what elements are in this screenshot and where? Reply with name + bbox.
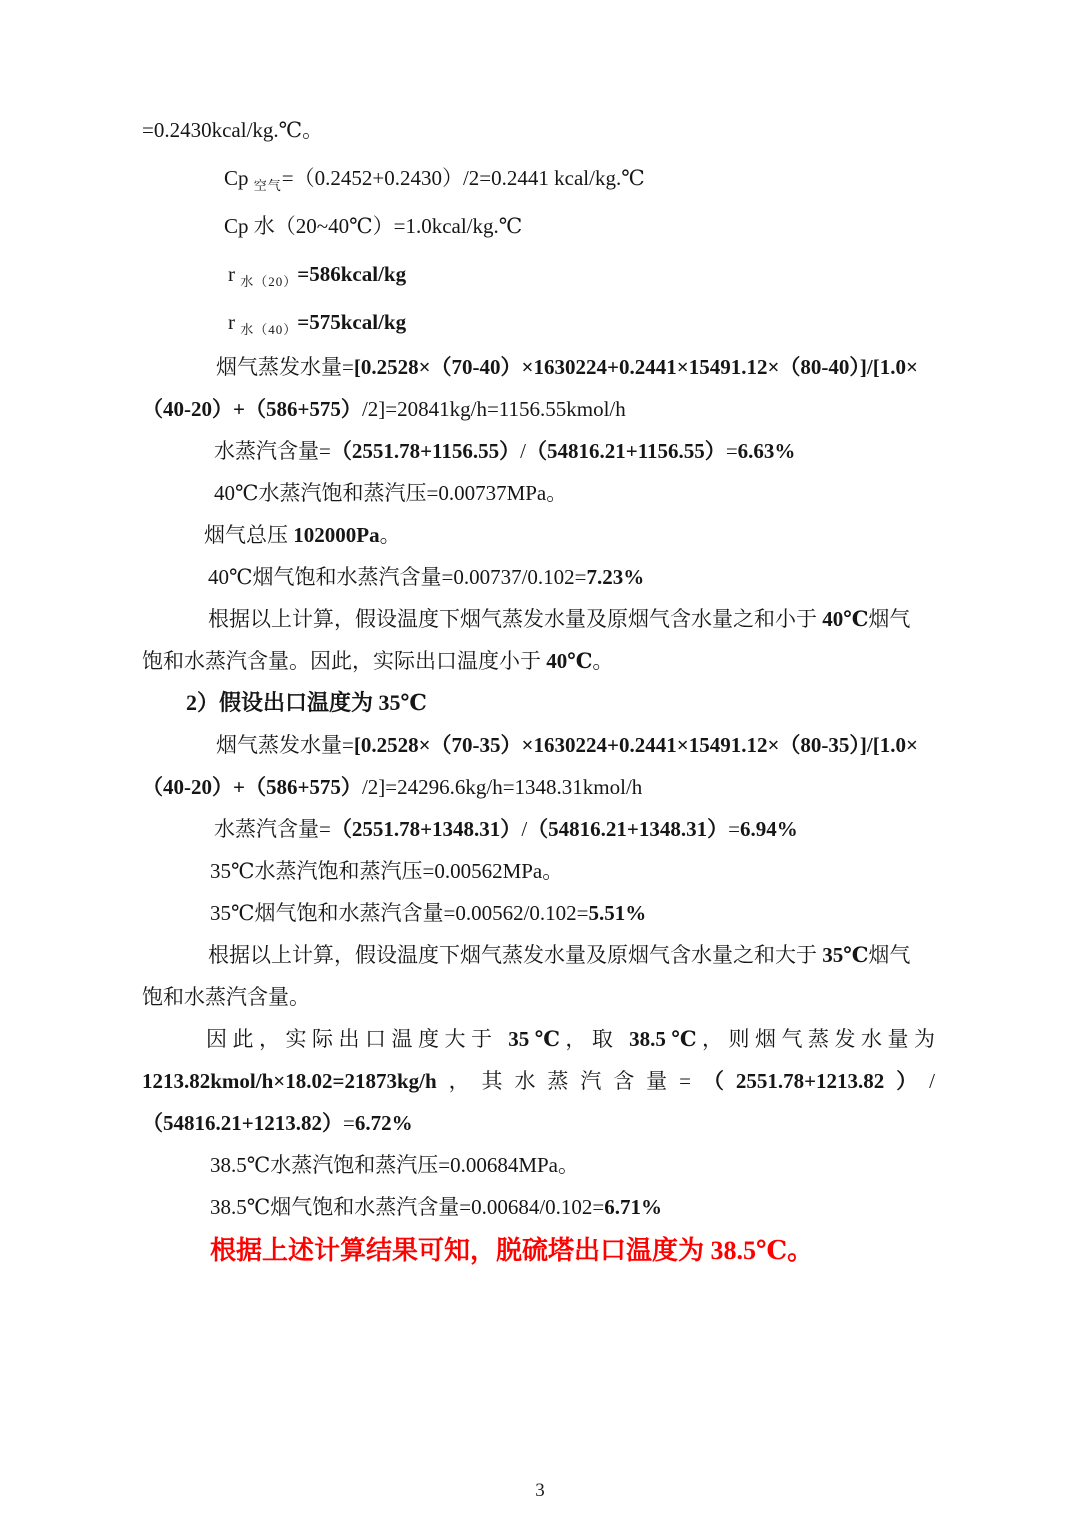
text-run: ，取 bbox=[565, 1027, 630, 1051]
text-run: 7.23% bbox=[586, 565, 645, 589]
text-run: 烟气 bbox=[868, 943, 911, 967]
text-run: 饱和水蒸汽含量。因此，实际出口温度小于 bbox=[142, 649, 547, 673]
text-run: （54816.21+1213.82） bbox=[142, 1111, 343, 1135]
formula-evap-35-line1 bbox=[142, 724, 935, 766]
text-run: 5.51% bbox=[588, 901, 647, 925]
para-take-385-line2 bbox=[142, 1060, 935, 1102]
text-run: （2551.78+1348.31） bbox=[330, 817, 522, 841]
text-run: 40℃ bbox=[546, 649, 593, 673]
text-run: ，其水蒸汽含量= bbox=[436, 1069, 691, 1093]
text-run: 102000Pa bbox=[293, 523, 380, 547]
text-run: 38.5℃ bbox=[629, 1027, 703, 1051]
text-run: /2]=20841kg/h=1156.55kmol/h bbox=[361, 397, 626, 421]
formula-r-water-20 bbox=[142, 250, 935, 298]
text-run: 35℃ bbox=[508, 1027, 566, 1051]
text-run: 40℃ bbox=[822, 607, 869, 631]
formula-evap-35-line2 bbox=[142, 766, 935, 808]
text-run: /2]=24296.6kg/h=1348.31kmol/h bbox=[361, 775, 643, 799]
text-run: （40-20）+（586+575） bbox=[142, 775, 362, 799]
text-run: 40℃烟气饱和水蒸汽含量=0.00737/0.102= bbox=[208, 565, 587, 589]
text-run: 烟气蒸发水量= bbox=[216, 355, 354, 379]
line-sat-pressure-40 bbox=[142, 472, 935, 514]
text-run: =575kcal/kg bbox=[297, 310, 407, 334]
para-conclusion-40-line1 bbox=[142, 598, 935, 640]
heading-assume-35 bbox=[142, 682, 935, 724]
text-run: 6.94% bbox=[739, 817, 798, 841]
line-sat-pressure-35 bbox=[142, 850, 935, 892]
text-run: / bbox=[521, 817, 528, 841]
formula-vapor-content-40 bbox=[142, 430, 935, 472]
text-run: 6.63% bbox=[737, 439, 796, 463]
text-run: 水蒸汽含量= bbox=[214, 439, 331, 463]
para-conclusion-35-line2 bbox=[142, 976, 935, 1018]
text-run: [0.2528×（70-40）×1630224+0.2441×15491.12×（80-40）]/[1.0× bbox=[353, 355, 918, 379]
page-number: 3 bbox=[535, 1480, 545, 1501]
text-run: = bbox=[342, 1111, 355, 1135]
text-run: =586kcal/kg bbox=[297, 262, 407, 286]
formula-evap-40-line1 bbox=[142, 346, 935, 388]
para-conclusion-40-line2 bbox=[142, 640, 935, 682]
formula-cp-water bbox=[142, 202, 935, 250]
formula-evap-40-line2 bbox=[142, 388, 935, 430]
text-run: 根据上述计算结果可知，脱硫塔出口温度为 38.5℃。 bbox=[210, 1236, 814, 1265]
formula-vapor-content-35 bbox=[142, 808, 935, 850]
text-run: 1213.82kmol/h×18.02=21873kg/h bbox=[142, 1069, 437, 1093]
text-run: 2）假设出口温度为 35℃ bbox=[186, 690, 427, 715]
text-run: （2551.78+1213.82） bbox=[690, 1069, 930, 1093]
text-run: 40℃水蒸汽饱和蒸汽压=0.00737MPa。 bbox=[214, 481, 568, 505]
formula-cp-air bbox=[142, 154, 935, 202]
text-run: 35℃ bbox=[822, 943, 869, 967]
text-run: / bbox=[520, 439, 526, 463]
text-run: 因此，实际出口温度大于 bbox=[206, 1027, 509, 1051]
text-run: 。 bbox=[379, 523, 401, 547]
document-body bbox=[142, 106, 935, 1274]
text-run: （54816.21+1348.31） bbox=[527, 817, 729, 841]
text-run: =（0.2452+0.2430）/2=0.2441 kcal/kg.℃ bbox=[281, 166, 645, 190]
text-run: Cp 水（20~40℃）=1.0kcal/kg.℃ bbox=[224, 214, 523, 238]
text-run: / bbox=[929, 1069, 936, 1093]
text-run: 。 bbox=[592, 649, 614, 673]
text-run: 根据以上计算，假设温度下烟气蒸发水量及原烟气含水量之和小于 bbox=[208, 607, 823, 631]
para-take-385-line1 bbox=[142, 1018, 935, 1060]
text-run: 6.72% bbox=[354, 1111, 413, 1135]
result-statement bbox=[142, 1228, 935, 1274]
text-run: （54816.21+1156.55） bbox=[526, 439, 726, 463]
line-total-pressure bbox=[142, 514, 935, 556]
formula-r-water-40 bbox=[142, 298, 935, 346]
text-run: =0.2430kcal/kg.℃。 bbox=[142, 118, 324, 142]
text-run: ，则烟气蒸发水量为 bbox=[702, 1027, 936, 1051]
text-run: （2551.78+1156.55） bbox=[330, 439, 521, 463]
text-run: 根据以上计算，假设温度下烟气蒸发水量及原烟气含水量之和大于 bbox=[208, 943, 823, 967]
para-take-385-line3 bbox=[142, 1102, 935, 1144]
subscript-run: 空气 bbox=[253, 178, 282, 193]
text-run: [0.2528×（70-35）×1630224+0.2441×15491.12×（80-35）]/[1.0× bbox=[353, 733, 918, 757]
text-run: r bbox=[228, 262, 241, 286]
subscript-run: 水（20） bbox=[240, 274, 298, 289]
text-run: 烟气蒸发水量= bbox=[216, 733, 354, 757]
text-run: Cp bbox=[224, 166, 254, 190]
formula-cp-continuation bbox=[142, 106, 935, 154]
text-run: 35℃水蒸汽饱和蒸汽压=0.00562MPa。 bbox=[210, 859, 564, 883]
line-sat-vapor-content-35 bbox=[142, 892, 935, 934]
text-run: 35℃烟气饱和水蒸汽含量=0.00562/0.102= bbox=[210, 901, 589, 925]
text-run: 水蒸汽含量= bbox=[214, 817, 331, 841]
text-run: 烟气 bbox=[868, 607, 911, 631]
line-sat-vapor-content-40 bbox=[142, 556, 935, 598]
text-run: 38.5℃水蒸汽饱和蒸汽压=0.00684MPa。 bbox=[210, 1153, 580, 1177]
text-run: 饱和水蒸汽含量。 bbox=[142, 985, 310, 1009]
text-run: = bbox=[728, 817, 740, 841]
subscript-run: 水（40） bbox=[240, 322, 298, 337]
text-run: r bbox=[228, 310, 241, 334]
text-run: 烟气总压 bbox=[204, 523, 294, 547]
line-sat-pressure-385 bbox=[142, 1144, 935, 1186]
text-run: （40-20）+（586+575） bbox=[142, 397, 362, 421]
para-conclusion-35-line1 bbox=[142, 934, 935, 976]
line-sat-vapor-content-385 bbox=[142, 1186, 935, 1228]
text-run: 38.5℃烟气饱和水蒸汽含量=0.00684/0.102= bbox=[210, 1195, 605, 1219]
text-run: = bbox=[725, 439, 738, 463]
text-run: 6.71% bbox=[604, 1195, 663, 1219]
